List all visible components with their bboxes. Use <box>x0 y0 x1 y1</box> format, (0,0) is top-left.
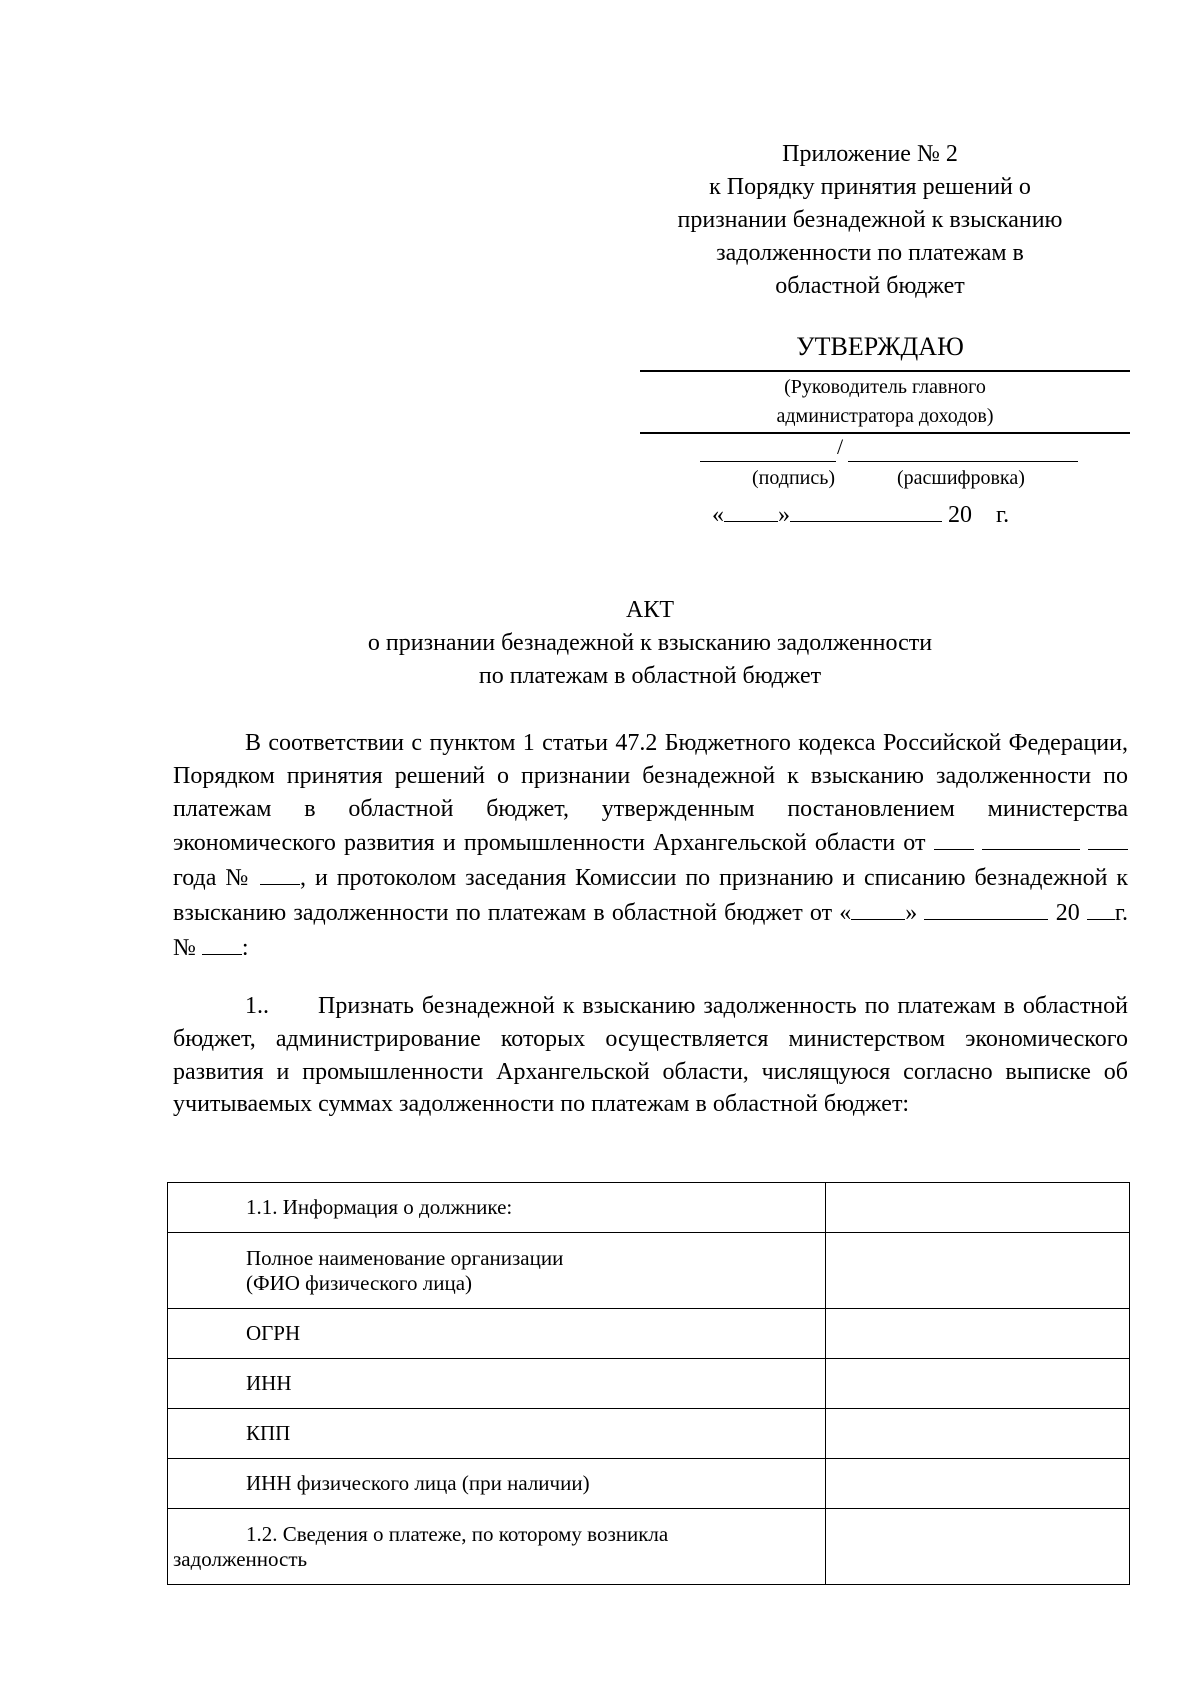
act-title: АКТ <box>626 597 674 623</box>
table-cell-label <box>168 1509 826 1585</box>
table-cell-line: (ФИО физического лица) <box>246 1270 473 1295</box>
table-cell-label: 1.1. Информация о должнике: <box>168 1183 826 1233</box>
para1-text-b: года № <box>173 865 252 892</box>
resolution-year-blank[interactable] <box>1088 825 1128 850</box>
approval-role <box>640 373 1130 431</box>
act-subtitle-line: по платежам в областной бюджет <box>478 663 822 689</box>
body-paragraph-1 <box>173 727 1128 965</box>
appendix-line: признании безнадежной к взысканию <box>677 207 1063 233</box>
body-item-1 <box>173 990 1128 1121</box>
table-cell-value[interactable] <box>825 1309 1129 1359</box>
table-cell-label: ИНН физического лица (при наличии) <box>168 1459 826 1509</box>
resolution-day-blank[interactable] <box>934 825 974 850</box>
para1-text-a: В соответствии с пунктом 1 статьи 47.2 Бюджетного кодекса Российской Федерации, Порядком принятия решений о признании безнадежной к взысканию задолженности по платежам в областной бюджет, утвержденным постановлением министерства экономического развития и промышленности Архангельской области от <box>173 730 1128 857</box>
protocol-month-blank[interactable] <box>924 895 1048 920</box>
table-cell-line: 1.2. Сведения о платеже, по которому возникла <box>246 1521 669 1546</box>
date-open-quote: « <box>712 502 724 528</box>
table-row <box>168 1509 1130 1585</box>
date-close-quote: » <box>778 502 790 528</box>
table-cell-label <box>168 1233 826 1309</box>
approval-role-line: администратора доходов) <box>776 405 994 427</box>
para1-text-f: г. № <box>173 899 1129 961</box>
item-text: Признать безнадежной к взысканию задолженность по платежам в областной бюджет, администрирование которых осуществляется министерством экономического развития и промышленности Архангельской области, числящуюся согласно выписке об учитываемых суммах задолженности по платежам в областной бюджет: <box>173 993 1128 1118</box>
protocol-number-blank[interactable] <box>202 930 242 955</box>
signature-caption: (подпись) <box>752 467 836 489</box>
table-cell-line: задолженность <box>173 1546 308 1571</box>
para1-text-c: , и протоколом заседания Комиссии по признанию и списанию безнадежной к взысканию задолженности по платежам в областной бюджет от « <box>173 865 1128 926</box>
appendix-line: Приложение № 2 <box>782 141 958 167</box>
approval-rule-top <box>640 370 1130 372</box>
table-cell-label: ИНН <box>168 1359 826 1409</box>
table-cell-value[interactable] <box>825 1233 1129 1309</box>
appendix-line: областной бюджет <box>775 273 965 299</box>
para1-text-e: 20 <box>1055 899 1080 926</box>
approval-role-line: (Руководитель главного <box>784 376 986 398</box>
table-row <box>168 1309 1130 1359</box>
decoding-caption: (расшифровка) <box>897 467 1025 489</box>
signature-decoding-blank[interactable] <box>848 436 1078 462</box>
approval-title: УТВЕРЖДАЮ <box>796 332 964 361</box>
table-row <box>168 1359 1130 1409</box>
appendix-line: задолженности по платежам в <box>716 240 1024 266</box>
debtor-info-table <box>167 1182 1130 1585</box>
resolution-number-blank[interactable] <box>260 860 300 885</box>
table-row <box>168 1233 1130 1309</box>
para1-text-g: : <box>241 934 249 961</box>
item-number: 1.. <box>245 993 269 1019</box>
table-row <box>168 1409 1130 1459</box>
act-subtitle-line: о признании безнадежной к взысканию задолженности <box>367 630 933 656</box>
approval-date-line <box>712 497 1009 529</box>
table-cell-value[interactable] <box>825 1183 1129 1233</box>
table-cell-label: КПП <box>168 1409 826 1459</box>
approval-rule-bottom <box>640 432 1130 434</box>
table-cell-line: Полное наименование организации <box>246 1245 564 1270</box>
appendix-line: к Порядку принятия решений о <box>709 174 1031 200</box>
resolution-month-blank[interactable] <box>982 825 1080 850</box>
protocol-day-blank[interactable] <box>851 895 905 920</box>
table-row <box>168 1183 1130 1233</box>
date-day-blank[interactable] <box>724 497 778 522</box>
date-year: 20 <box>948 502 972 528</box>
table-row <box>168 1459 1130 1509</box>
signature-slash: / <box>837 434 844 459</box>
table-cell-value[interactable] <box>825 1459 1129 1509</box>
signature-blank[interactable] <box>700 436 836 462</box>
table-cell-value[interactable] <box>825 1509 1129 1585</box>
appendix-header <box>620 138 1120 303</box>
table-cell-value[interactable] <box>825 1359 1129 1409</box>
date-suffix: г. <box>996 502 1010 528</box>
para1-text-d: » <box>905 899 918 926</box>
protocol-year-blank[interactable] <box>1087 895 1115 920</box>
table-cell-label: ОГРН <box>168 1309 826 1359</box>
date-month-blank[interactable] <box>790 497 942 522</box>
table-cell-value[interactable] <box>825 1409 1129 1459</box>
